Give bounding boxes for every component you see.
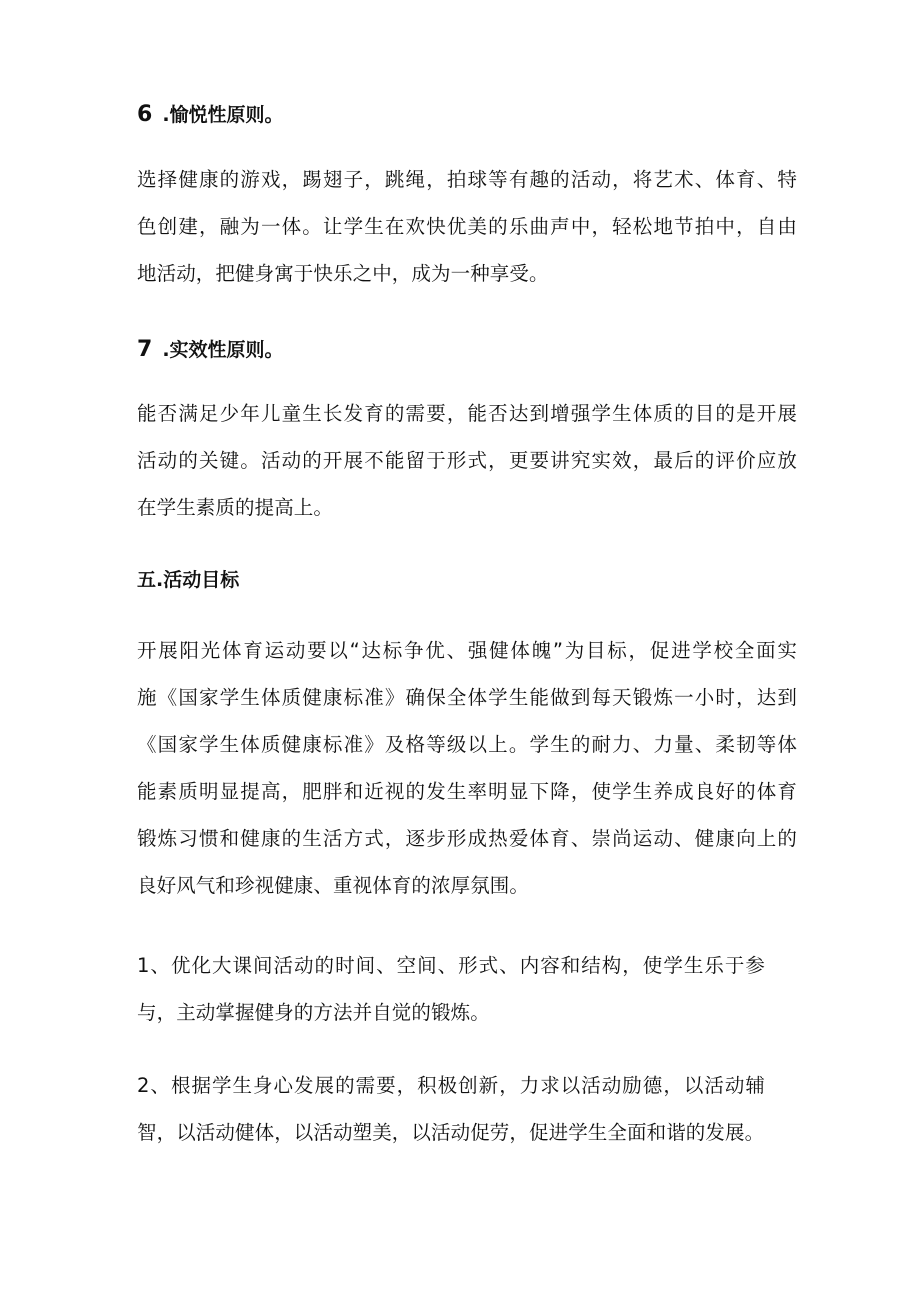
- paragraph-line: 在学生素质的提高上。: [137, 496, 334, 519]
- paragraph-line: 2、根据学生身心发展的需要，积极创新，力求以活动励德，以活动辅: [137, 1074, 765, 1097]
- paragraph-line: 与，主动掌握健身的方法并自觉的锻炼。: [137, 1001, 490, 1024]
- goals-paragraph: [137, 627, 797, 909]
- section-6-paragraph: [137, 156, 797, 297]
- section-number: 6: [137, 102, 153, 127]
- paragraph-line: 良好风气和珍视健康、重视体育的浓厚氛围。: [137, 874, 530, 897]
- section-heading-7: [137, 336, 284, 364]
- paragraph-line: 活动的关键。活动的开展不能留于形式，更要讲究实效，最后的评价应放: [137, 449, 797, 472]
- section-title: 五.活动目标: [137, 569, 240, 591]
- paragraph-line: 色创建，融为一体。让学生在欢快优美的乐曲声中，轻松地节拍中，自由: [137, 215, 797, 238]
- section-heading-6: [137, 101, 284, 129]
- paragraph-line: 能素质明显提高，肥胖和近视的发生率明显下降，使学生养成良好的体育: [137, 780, 797, 803]
- paragraph-line: 1、优化大课间活动的时间、空间、形式、内容和结构，使学生乐于参: [137, 954, 765, 977]
- paragraph-line: 地活动，把健身寓于快乐之中，成为一种享受。: [137, 262, 549, 285]
- section-heading-goals: [137, 566, 239, 594]
- paragraph-line: 能否满足少年儿童生长发育的需要，能否达到增强学生体质的目的是开展: [137, 402, 797, 425]
- section-title: .愉悦性原则。: [162, 104, 284, 126]
- paragraph-line: 施《国家学生体质健康标准》确保全体学生能做到每天锻炼一小时，达到: [137, 686, 797, 709]
- goal-item-2: [137, 1062, 765, 1156]
- paragraph-line: 开展阳光体育运动要以“达标争优、强健体魄”为目标，促进学校全面实: [137, 639, 797, 662]
- section-title: .实效性原则。: [162, 339, 284, 361]
- paragraph-line: 选择健康的游戏，踢翅子，跳绳，拍球等有趣的活动，将艺术、体育、特: [137, 168, 797, 191]
- paragraph-line: 《国家学生体质健康标准》及格等级以上。学生的耐力、力量、柔韧等体: [137, 733, 797, 756]
- section-number: 7: [137, 337, 153, 362]
- paragraph-line: 智，以活动健体，以活动塑美，以活动促劳，促进学生全面和谐的发展。: [137, 1121, 765, 1144]
- section-7-paragraph: [137, 390, 797, 531]
- goal-item-1: [137, 942, 765, 1036]
- paragraph-line: 锻炼习惯和健康的生活方式，逐步形成热爱体育、崇尚运动、健康向上的: [137, 827, 797, 850]
